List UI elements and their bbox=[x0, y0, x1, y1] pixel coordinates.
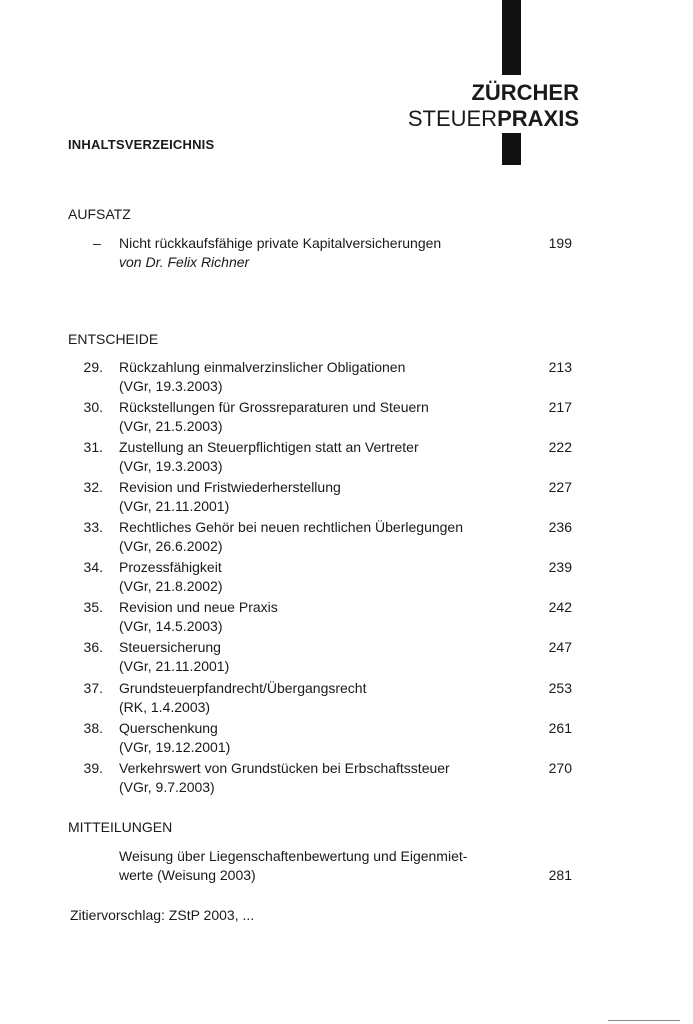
entry-title: Nicht rückkaufsfähige private Kapitalversicherungen bbox=[119, 235, 442, 251]
entry-number: 35. bbox=[83, 599, 103, 615]
entry-number: 38. bbox=[83, 720, 103, 736]
section-heading-entscheide: ENTSCHEIDE bbox=[68, 331, 159, 347]
entry-number: 33. bbox=[83, 519, 103, 535]
entry-page: 261 bbox=[548, 720, 572, 736]
entry-page: 253 bbox=[548, 680, 572, 696]
entry-number: 34. bbox=[83, 559, 103, 575]
entry-source: (VGr, 21.8.2002) bbox=[119, 578, 223, 594]
entry-page: 247 bbox=[548, 639, 572, 655]
entry-page: 281 bbox=[548, 867, 572, 883]
entry-source: (VGr, 21.5.2003) bbox=[119, 418, 223, 434]
entry-page: 270 bbox=[548, 760, 572, 776]
entry-number: 36. bbox=[83, 639, 103, 655]
entry-title: Verkehrswert von Grundstücken bei Erbschaftssteuer bbox=[119, 760, 450, 776]
entry-source: (VGr, 21.11.2001) bbox=[119, 658, 230, 674]
entry-source: (VGr, 19.12.2001) bbox=[119, 739, 231, 755]
entry-page: 199 bbox=[548, 235, 572, 251]
entry-source: (VGr, 19.3.2003) bbox=[119, 378, 223, 394]
entry-author: von Dr. Felix Richner bbox=[119, 254, 250, 270]
entry-page: 213 bbox=[548, 359, 572, 375]
entry-page: 242 bbox=[548, 599, 572, 615]
entry-number: 32. bbox=[83, 479, 103, 495]
entry-title: Rückzahlung einmalverzinslicher Obligationen bbox=[119, 359, 406, 375]
entry-title: Revision und Fristwiederherstellung bbox=[119, 479, 341, 495]
entry-marker: – bbox=[93, 235, 101, 251]
section-heading-aufsatz: AUFSATZ bbox=[68, 206, 131, 222]
entry-title: Rückstellungen für Grossreparaturen und Steuern bbox=[119, 399, 429, 415]
brand-line2-regular: STEUER bbox=[407, 106, 498, 131]
entry-title: Querschenkung bbox=[119, 720, 218, 736]
entry-page: 236 bbox=[548, 519, 572, 535]
entry-number: 30. bbox=[83, 399, 103, 415]
entry-title: Zustellung an Steuerpflichtigen statt an Vertreter bbox=[119, 439, 419, 455]
entry-source: (VGr, 21.11.2001) bbox=[119, 498, 230, 514]
entry-title: Grundsteuerpfandrecht/Übergangsrecht bbox=[119, 680, 367, 696]
entry-source: (VGr, 26.6.2002) bbox=[119, 538, 223, 554]
brand-line2 bbox=[408, 108, 579, 130]
footer-rule bbox=[608, 1020, 680, 1021]
entry-title: Weisung über Liegenschaftenbewertung und Eigenmiet- bbox=[119, 848, 468, 864]
entry-page: 217 bbox=[548, 399, 572, 415]
entry-title: Steuersicherung bbox=[119, 639, 221, 655]
entry-source: (VGr, 19.3.2003) bbox=[119, 458, 223, 474]
citation-suggestion: Zitiervorschlag: ZStP 2003, ... bbox=[70, 907, 255, 923]
entry-number: 39. bbox=[83, 760, 103, 776]
logo-bar-top bbox=[502, 0, 521, 75]
entry-title: Rechtliches Gehör bei neuen rechtlichen Überlegungen bbox=[119, 519, 463, 535]
entry-page: 239 bbox=[548, 559, 572, 575]
entry-number: 37. bbox=[83, 680, 103, 696]
entry-title-continued: werte (Weisung 2003) bbox=[119, 867, 256, 883]
entry-number: 31. bbox=[83, 439, 103, 455]
brand-line2-bold: PRAXIS bbox=[497, 106, 579, 131]
entry-title: Revision und neue Praxis bbox=[119, 599, 278, 615]
entry-source: (VGr, 9.7.2003) bbox=[119, 779, 215, 795]
entry-source: (VGr, 14.5.2003) bbox=[119, 618, 223, 634]
entry-source: (RK, 1.4.2003) bbox=[119, 699, 211, 715]
entry-title: Prozessfähigkeit bbox=[119, 559, 222, 575]
section-heading-mitteilungen: MITTEILUNGEN bbox=[68, 819, 173, 835]
entry-number: 29. bbox=[83, 359, 103, 375]
toc-title: INHALTSVERZEICHNIS bbox=[68, 137, 215, 152]
entry-page: 222 bbox=[548, 439, 572, 455]
entry-page: 227 bbox=[548, 479, 572, 495]
brand-line1: ZÜRCHER bbox=[471, 80, 579, 105]
logo-bar-bottom bbox=[502, 133, 521, 165]
